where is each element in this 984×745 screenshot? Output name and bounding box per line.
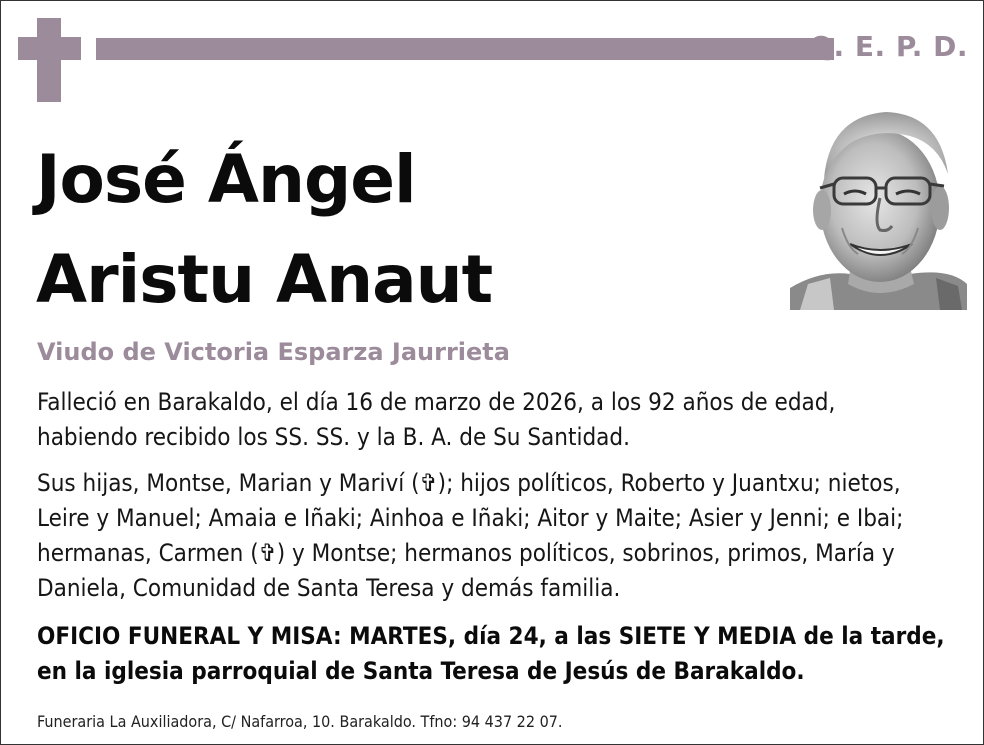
death-notice-line-2: habiendo recibido los SS. SS. y la B. A. de Su Santidad. xyxy=(37,423,630,451)
death-notice-line-1: Falleció en Barakaldo, el día 16 de marzo de 2026, a los 92 años de edad, xyxy=(37,388,836,416)
funeral-home-footer: Funeraria La Auxiliadora, C/ Nafarroa, 10. Barakaldo. Tfno: 94 437 22 07. xyxy=(37,712,563,731)
funeral-service-notice: OFICIO FUNERAL Y MISA: MARTES, día 24, a las SIETE Y MEDIA de la tarde, en la iglesia parroquial de Santa Teresa de Jesús de Barakaldo. xyxy=(37,622,945,685)
family-paragraph xyxy=(37,466,957,606)
cross-icon: ✞ xyxy=(258,539,277,567)
family-text-part-1: Sus hijas, Montse, Marian y Mariví ( xyxy=(37,469,420,497)
deceased-name xyxy=(36,130,492,330)
cross-icon-horizontal xyxy=(18,37,81,60)
family-text-part-3: ) y Montse; hermanos políticos, sobrinos, primos, María y Daniela, Comunidad de Santa Teresa y demás familia. xyxy=(37,539,895,602)
death-notice xyxy=(37,385,957,455)
header-divider-bar xyxy=(96,38,834,60)
portrait-photo xyxy=(790,98,967,310)
cross-icon-vertical xyxy=(37,18,61,102)
name-line-1: José Ángel xyxy=(36,141,416,218)
qepd-label: Q. E. P. D. xyxy=(809,30,968,63)
widower-subtitle: Viudo de Victoria Esparza Jaurrieta xyxy=(37,338,510,366)
cross-icon: ✞ xyxy=(419,469,438,497)
name-line-2: Aristu Anaut xyxy=(36,241,493,318)
family-text-part-2: ); hijos políticos, Roberto y Juantxu; nietos, Leire y Manuel; Amaia e Iñaki; Ainhoa e Iñaki; Aitor y Maite; Asier y Jenni; e Ibai; hermanas, Carmen ( xyxy=(37,469,904,567)
